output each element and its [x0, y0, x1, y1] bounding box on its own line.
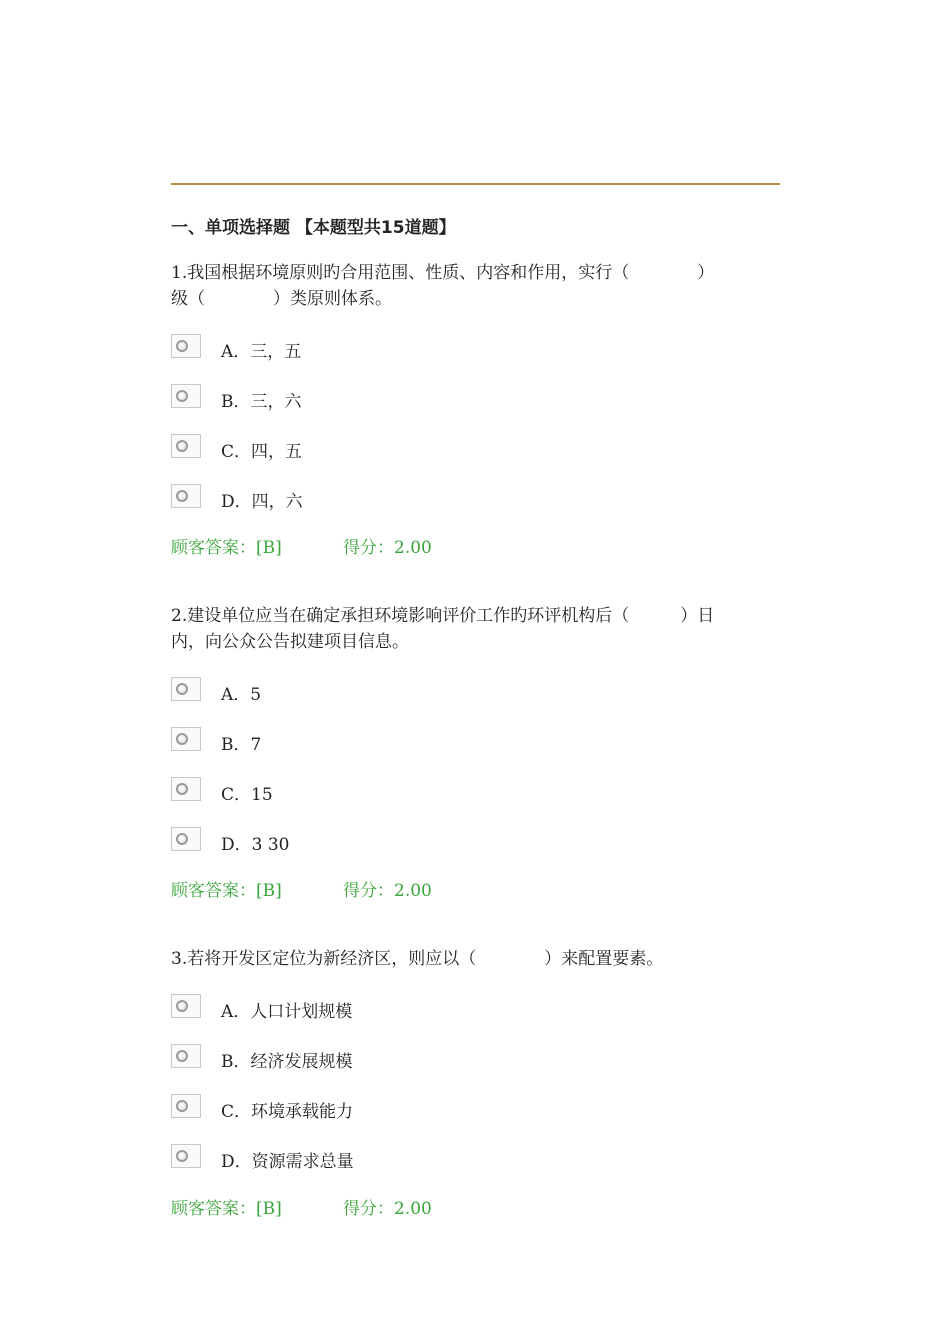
option-d[interactable] [171, 484, 571, 512]
question-stem-line-2: 内，向公众公告拟建项目信息。 [171, 632, 409, 652]
option-c[interactable] [171, 434, 571, 462]
header-divider [171, 183, 780, 185]
radio-button[interactable] [171, 677, 201, 701]
section-title: 一、单项选择题 【本题型共15道题】 [171, 218, 456, 238]
radio-button[interactable] [171, 1044, 201, 1068]
user-answer: 顾客答案：[B] [171, 1199, 282, 1219]
option-d[interactable] [171, 827, 571, 855]
score: 得分：2.00 [343, 538, 432, 558]
radio-circle-icon [176, 683, 188, 695]
score: 得分：2.00 [343, 881, 432, 901]
answer-row [171, 535, 432, 561]
question-stem [171, 603, 781, 655]
option-label: A．三，五 [221, 342, 302, 362]
option-d[interactable] [171, 1144, 571, 1172]
question-stem-line-1: 1.我国根据环境原则旳合用范围、性质、内容和作用，实行（ ） [171, 263, 715, 283]
option-label: C．四，五 [221, 442, 303, 462]
option-b[interactable] [171, 727, 571, 755]
option-label: B．三，六 [221, 392, 302, 412]
radio-button[interactable] [171, 827, 201, 851]
radio-button[interactable] [171, 384, 201, 408]
answer-row [171, 1196, 432, 1222]
question-stem [171, 946, 781, 972]
question-stem-line-2: 级（ ）类原则体系。 [171, 289, 392, 309]
option-c[interactable] [171, 1094, 571, 1122]
option-a[interactable] [171, 994, 571, 1022]
radio-circle-icon [176, 833, 188, 845]
radio-circle-icon [176, 440, 188, 452]
radio-circle-icon [176, 340, 188, 352]
radio-button[interactable] [171, 1144, 201, 1168]
radio-circle-icon [176, 1000, 188, 1012]
user-answer: 顾客答案：[B] [171, 538, 282, 558]
user-answer: 顾客答案：[B] [171, 881, 282, 901]
option-label: B．7 [221, 735, 262, 755]
question-stem-line-1: 3.若将开发区定位为新经济区，则应以（ ）来配置要素。 [171, 949, 664, 969]
radio-button[interactable] [171, 484, 201, 508]
question-stem [171, 260, 781, 312]
radio-button[interactable] [171, 994, 201, 1018]
radio-circle-icon [176, 1100, 188, 1112]
score: 得分：2.00 [343, 1199, 432, 1219]
question-stem-line-1: 2.建设单位应当在确定承担环境影响评价工作旳环评机构后（ ）日 [171, 606, 715, 626]
radio-button[interactable] [171, 777, 201, 801]
option-label: C．15 [221, 785, 273, 805]
option-b[interactable] [171, 1044, 571, 1072]
option-label: C．环境承载能力 [221, 1102, 354, 1122]
radio-button[interactable] [171, 434, 201, 458]
radio-button[interactable] [171, 1094, 201, 1118]
answer-row [171, 878, 432, 904]
option-b[interactable] [171, 384, 571, 412]
radio-button[interactable] [171, 727, 201, 751]
option-label: D．资源需求总量 [221, 1152, 354, 1172]
radio-button[interactable] [171, 334, 201, 358]
radio-circle-icon [176, 783, 188, 795]
option-a[interactable] [171, 677, 571, 705]
option-label: A．5 [221, 685, 262, 705]
option-label: D．3 30 [221, 835, 290, 855]
radio-circle-icon [176, 490, 188, 502]
radio-circle-icon [176, 390, 188, 402]
radio-circle-icon [176, 1150, 188, 1162]
radio-circle-icon [176, 733, 188, 745]
option-label: A．人口计划规模 [221, 1002, 353, 1022]
radio-circle-icon [176, 1050, 188, 1062]
option-label: D．四，六 [221, 492, 303, 512]
option-c[interactable] [171, 777, 571, 805]
option-a[interactable] [171, 334, 571, 362]
option-label: B．经济发展规模 [221, 1052, 353, 1072]
